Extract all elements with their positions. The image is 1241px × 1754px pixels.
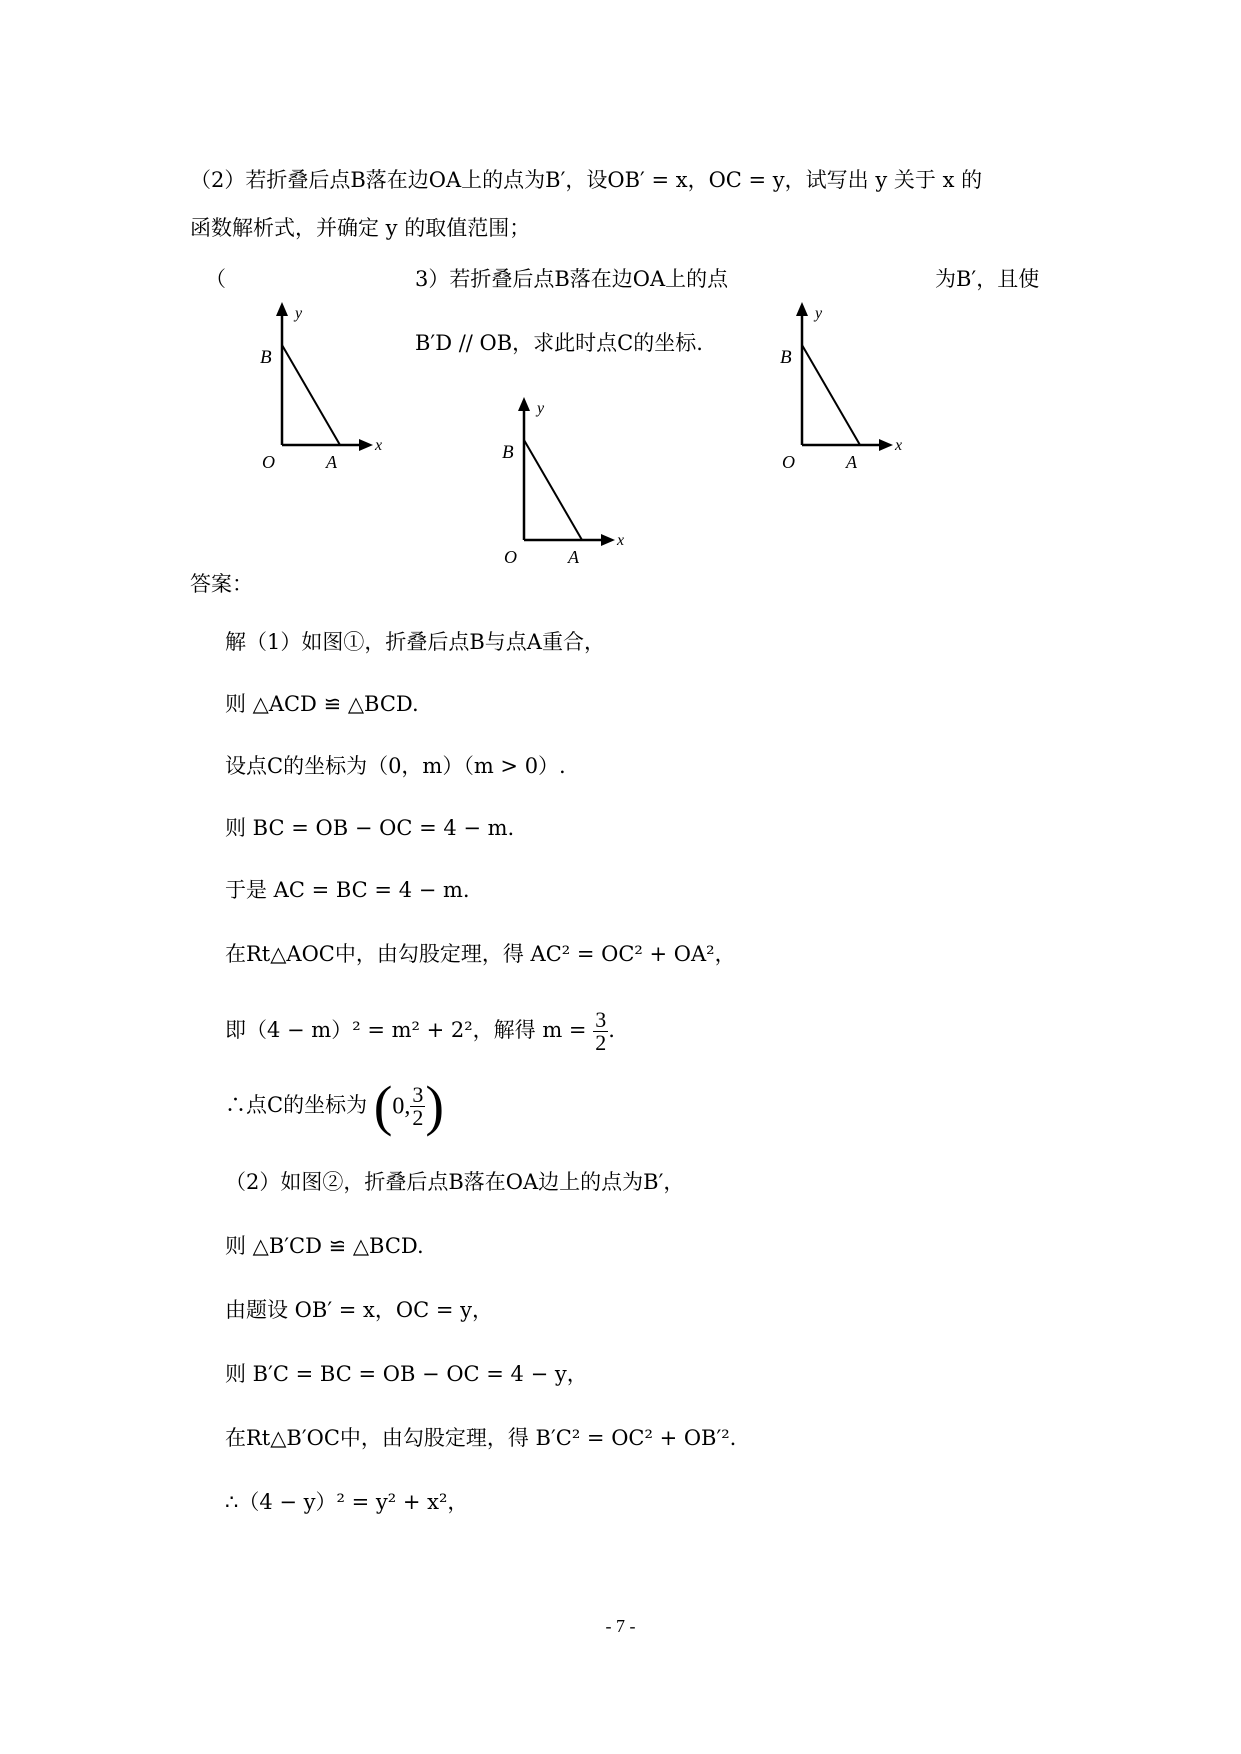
answer-line-14: ∴（4 − y）² = y² + x²， xyxy=(225,1490,469,1514)
coord-denominator: 2 xyxy=(412,1105,424,1130)
label-y: y xyxy=(815,305,823,322)
label-b: B xyxy=(260,347,272,368)
y-axis-arrow xyxy=(518,397,530,411)
label-o: O xyxy=(262,452,275,472)
answer-line-7-text: 即（4 − m）² = m² + 2²，解得 m = xyxy=(225,1018,587,1042)
answer-line-13: 在Rt△B′OC中，由勾股定理，得 B′C² = OC² + OB′². xyxy=(225,1426,737,1450)
answer-line-8 xyxy=(225,1070,444,1142)
segment-ba xyxy=(282,345,340,445)
answer-line-11: 由题设 OB′ = x，OC = y， xyxy=(225,1298,493,1322)
right-paren: ) xyxy=(425,1075,445,1138)
left-paren: ( xyxy=(373,1075,393,1138)
x-axis-arrow xyxy=(879,439,893,451)
question-part3-line2: B′D // OB，求此时点C的坐标. xyxy=(415,331,703,355)
answer-line-2: 则 △ACD ≌ △BCD. xyxy=(225,692,419,716)
figure-2 xyxy=(497,395,637,575)
page-number: - 7 - xyxy=(605,1616,636,1636)
question-part3-line1: 3）若折叠后点B落在边OA上的点 xyxy=(415,267,729,291)
coord-prefix: 0, xyxy=(392,1093,411,1120)
m-denominator: 2 xyxy=(595,1030,607,1055)
label-x: x xyxy=(375,437,383,454)
question-part3-line1-end: 为B′，且使 xyxy=(935,267,1040,291)
y-axis-arrow xyxy=(276,302,288,316)
answer-line-4: 则 BC = OB − OC = 4 − m. xyxy=(225,816,515,840)
answer-line-12: 则 B′C = BC = OB − OC = 4 − y， xyxy=(225,1362,588,1386)
segment-ba xyxy=(524,440,582,540)
answer-line-5: 于是 AC = BC = 4 − m. xyxy=(225,878,470,902)
answer-line-10: 则 △B′CD ≌ △BCD. xyxy=(225,1234,424,1258)
answer-line-6: 在Rt△AOC中，由勾股定理，得 AC² = OC² + OA²， xyxy=(225,942,736,966)
figure-3 xyxy=(775,300,915,480)
answer-heading: 答案： xyxy=(190,572,253,596)
coord-fraction xyxy=(410,1084,425,1129)
answer-line-8-text: ∴点C的坐标为 xyxy=(225,1093,368,1117)
question-part3-open: （ xyxy=(205,267,226,291)
label-o: O xyxy=(782,452,795,472)
x-axis-arrow xyxy=(601,534,615,546)
figure-1 xyxy=(255,300,395,480)
answer-line-7: 即（4 − m）² = m² + 2²，解得 m = $\frac{3}{2}$ . xyxy=(225,1007,615,1055)
label-b: B xyxy=(502,442,514,463)
label-x: x xyxy=(617,532,625,549)
answer-line-3: 设点C的坐标为（0，m）（m > 0）. xyxy=(225,754,566,778)
x-axis-arrow xyxy=(359,439,373,451)
question-part2-line2: 函数解析式，并确定 y 的取值范围； xyxy=(190,216,531,240)
m-numerator: 3 xyxy=(595,1007,607,1032)
label-y: y xyxy=(537,400,545,417)
answer-line-1: 解（1）如图①，折叠后点B与点A重合， xyxy=(225,630,605,654)
answer-line-9: （2）如图②，折叠后点B落在OA边上的点为B′， xyxy=(225,1170,685,1194)
label-a: A xyxy=(326,452,337,472)
label-o: O xyxy=(504,547,517,567)
label-a: A xyxy=(568,547,579,567)
label-x: x xyxy=(895,437,903,454)
segment-ba xyxy=(802,345,860,445)
question-part2-line1: （2）若折叠后点B落在边OA上的点为B′，设OB′ = x，OC = y，试写出 y 关于 x 的 xyxy=(190,168,983,192)
y-axis-arrow xyxy=(796,302,808,316)
coord-numerator: 3 xyxy=(412,1082,424,1107)
label-b: B xyxy=(780,347,792,368)
label-y: y xyxy=(295,305,303,322)
m-value-fraction xyxy=(593,1009,608,1054)
label-a: A xyxy=(846,452,857,472)
